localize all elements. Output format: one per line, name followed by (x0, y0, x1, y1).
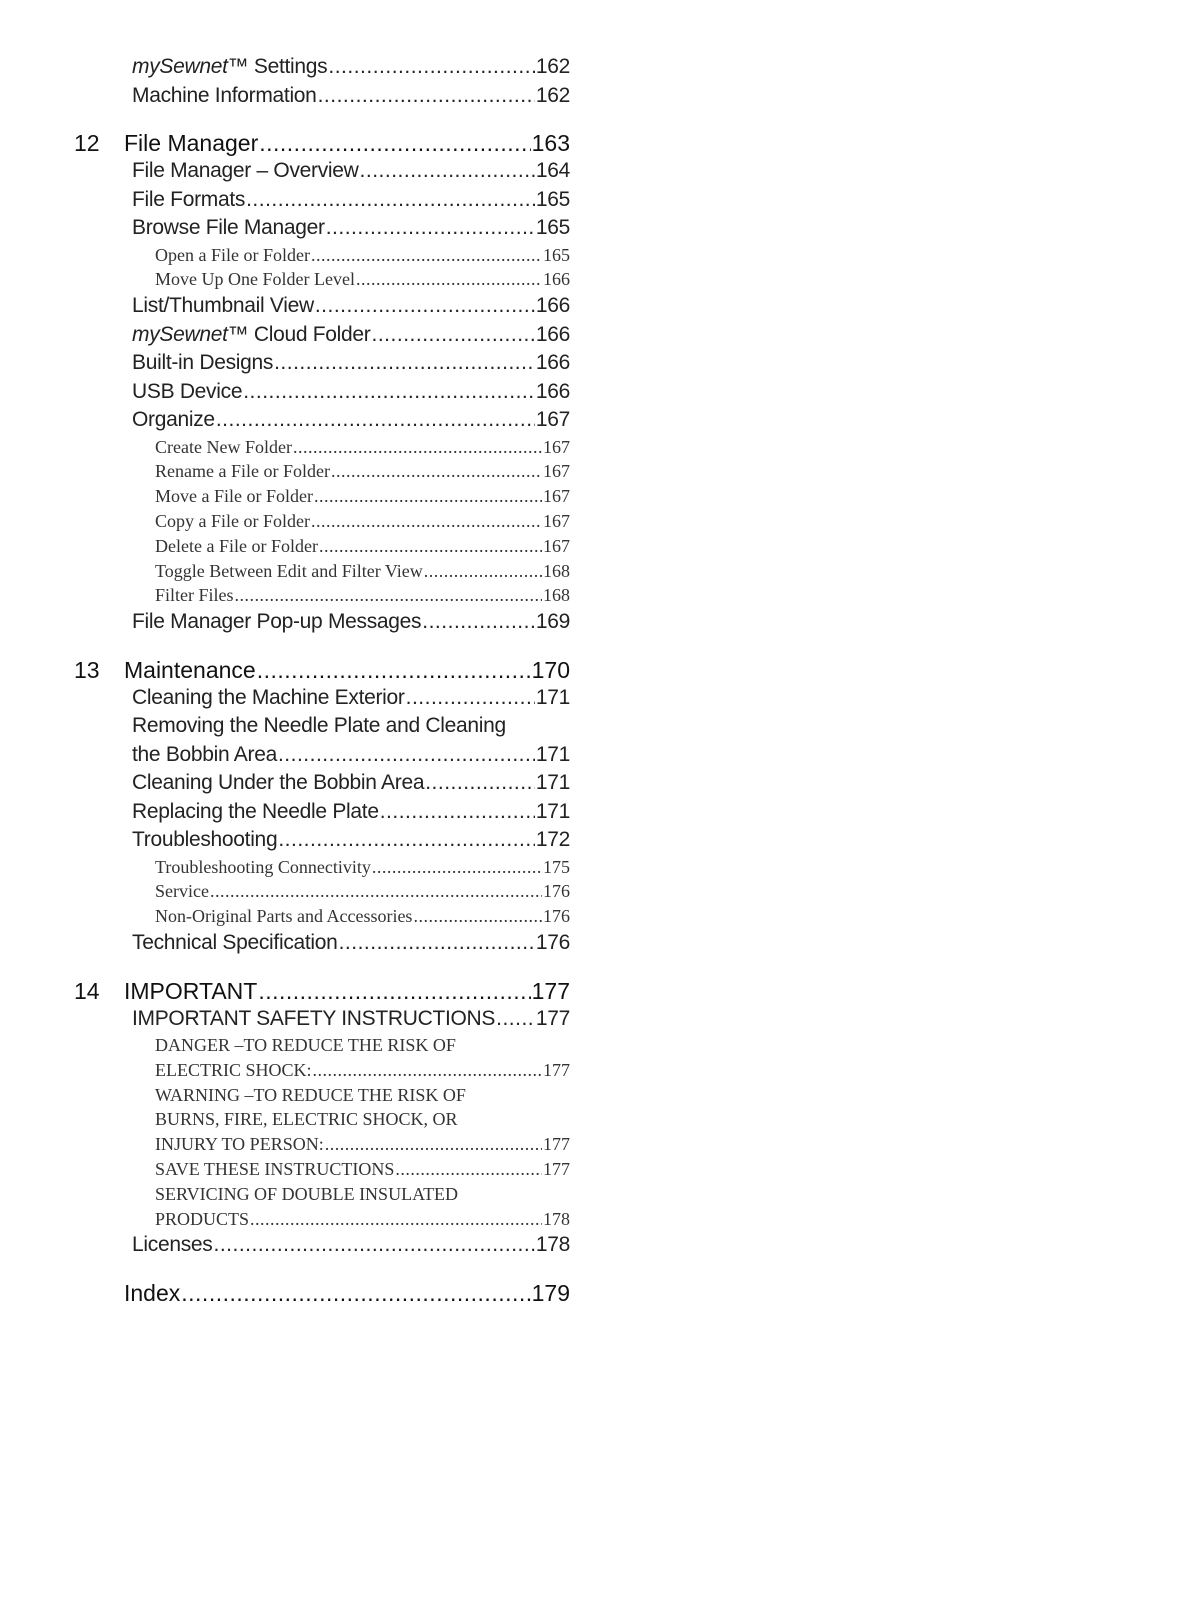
entry-title-text: Rename a File or Folder (155, 461, 330, 482)
entry-title-text: ™ Settings (227, 55, 328, 78)
page-number: 178 (543, 1208, 570, 1229)
entry-title-text: Copy a File or Folder (155, 510, 310, 531)
toc-entry[interactable] (0, 1157, 1200, 1182)
page-number: 168 (543, 585, 570, 606)
entry-line (155, 1058, 570, 1083)
entry-title-text: IMPORTANT (124, 977, 258, 1004)
entry-title (132, 684, 405, 713)
toc-chapter[interactable] (0, 1279, 1200, 1307)
page-number: 164 (535, 159, 570, 182)
entry-line (132, 82, 570, 111)
page-number: 167 (543, 461, 570, 482)
chapter-number: 13 (74, 656, 100, 683)
page-number: 167 (543, 486, 570, 507)
entry-title (132, 741, 277, 770)
toc-entry[interactable] (0, 1231, 1200, 1260)
entry-line (132, 349, 570, 378)
brand-name: mySewnet (132, 55, 228, 78)
entry-line (132, 53, 570, 82)
entry-line (155, 559, 570, 584)
entry-line (132, 321, 570, 350)
toc-entry[interactable] (0, 712, 1200, 769)
entry-title (155, 904, 412, 929)
entry-title-text: List/Thumbnail View (132, 294, 314, 318)
entry-title-text: PRODUCTS (155, 1208, 250, 1229)
entry-title (155, 583, 234, 608)
page-number: 163 (531, 130, 570, 156)
dot-leader (372, 855, 542, 880)
entry-line (132, 406, 570, 435)
dot-leader (413, 904, 542, 929)
entry-title-text: File Manager – Overview (132, 159, 359, 182)
entry-title-text: ™ Cloud Folder (227, 322, 371, 346)
page-number: 166 (543, 269, 570, 290)
page-number: 172 (535, 828, 570, 852)
entry-line (124, 1279, 570, 1307)
page-number: 168 (543, 560, 570, 581)
entry-title (132, 929, 338, 958)
entry-title-line: WARNING –TO REDUCE THE RISK OF (155, 1084, 466, 1105)
entry-line (132, 157, 570, 186)
entry-line (155, 267, 570, 292)
dot-leader (318, 82, 535, 111)
toc-entry[interactable] (0, 608, 1200, 637)
entry-title (132, 769, 424, 798)
entry-title-text: Licenses (132, 1233, 213, 1257)
dot-leader (311, 509, 542, 534)
toc-entry[interactable] (0, 349, 1200, 378)
dot-leader (278, 826, 535, 855)
page-number: 167 (543, 535, 570, 556)
entry-title (132, 53, 327, 82)
entry-line (132, 378, 570, 407)
toc-entry[interactable] (0, 378, 1200, 407)
entry-title-text: Delete a File or Folder (155, 535, 318, 556)
page-number: 179 (531, 1279, 570, 1306)
entry-title-text: Cleaning Under the Bobbin Area (132, 771, 425, 795)
entry-title-text: File Formats (132, 187, 246, 211)
entry-title-text: Troubleshooting (132, 828, 278, 852)
page-number: 170 (531, 656, 570, 683)
page-number: 165 (535, 187, 570, 211)
entry-line (155, 534, 570, 559)
toc-entry[interactable] (0, 459, 1200, 484)
dot-leader (278, 741, 535, 770)
page-number: 166 (535, 379, 570, 403)
entry-title (132, 321, 371, 350)
page-number: 162 (535, 55, 570, 78)
entry-title (132, 378, 242, 407)
toc-entry[interactable] (0, 82, 1200, 111)
toc-entry[interactable] (0, 186, 1200, 215)
page-number: 167 (535, 408, 570, 432)
entry-line (155, 583, 570, 608)
entry-title-text: Toggle Between Edit and Filter View (155, 560, 423, 581)
entry-line (155, 435, 570, 460)
entry-title-text: Troubleshooting Connectivity (155, 856, 371, 877)
entry-line (132, 214, 570, 243)
entry-line (155, 484, 570, 509)
dot-leader (235, 583, 542, 608)
entry-line (132, 741, 570, 770)
dot-leader (325, 1132, 542, 1157)
toc-entry[interactable] (0, 1182, 1200, 1232)
brand-name: mySewnet (132, 322, 228, 346)
entry-line (124, 656, 570, 684)
page-number: 176 (543, 906, 570, 927)
entry-line (132, 798, 570, 827)
toc-entry[interactable] (0, 769, 1200, 798)
toc-entry[interactable] (0, 243, 1200, 268)
toc-entry[interactable] (0, 157, 1200, 186)
dot-leader (319, 534, 542, 559)
toc-entry[interactable] (0, 534, 1200, 559)
page-number: 171 (535, 742, 570, 766)
entry-title-text: IMPORTANT SAFETY INSTRUCTIONS (132, 1006, 496, 1030)
dot-leader (213, 1231, 534, 1260)
page-number: 176 (543, 881, 570, 902)
entry-title (155, 267, 355, 292)
entry-title (155, 509, 310, 534)
page-number: 167 (543, 436, 570, 457)
toc-entry[interactable] (0, 321, 1200, 350)
toc-entry[interactable] (0, 929, 1200, 958)
page-number: 169 (535, 610, 570, 634)
page-number: 171 (535, 771, 570, 795)
entry-line (155, 1157, 570, 1182)
entry-title-text: Cleaning the Machine Exterior (132, 685, 405, 709)
page-number: 175 (543, 856, 570, 877)
toc-entry[interactable] (0, 559, 1200, 584)
chapter-number: 12 (74, 130, 100, 156)
entry-line (155, 243, 570, 268)
entry-title-line: DANGER –TO REDUCE THE RISK OF (155, 1035, 456, 1056)
dot-leader (257, 656, 531, 684)
entry-line (155, 879, 570, 904)
entry-title-text: Open a File or Folder (155, 244, 310, 265)
page-number: 171 (535, 685, 570, 709)
page-number: 177 (543, 1059, 570, 1080)
entry-title-text: File Manager Pop-up Messages (132, 610, 422, 634)
dot-leader (259, 129, 530, 157)
entry-title (155, 1058, 312, 1083)
entry-title-text: Filter Files (155, 585, 234, 606)
dot-leader (331, 459, 542, 484)
toc-entry[interactable] (0, 484, 1200, 509)
dot-leader (395, 1157, 542, 1182)
entry-line (155, 1132, 570, 1157)
dot-leader (293, 435, 542, 460)
entry-title (155, 879, 209, 904)
entry-title (132, 82, 317, 111)
dot-leader (216, 406, 535, 435)
page-number: 176 (535, 931, 570, 955)
entry-title (155, 855, 371, 880)
entry-title-line: SERVICING OF DOUBLE INSULATED (155, 1183, 459, 1204)
entry-title (132, 157, 359, 186)
entry-line (132, 826, 570, 855)
toc-entry[interactable] (0, 509, 1200, 534)
entry-title (132, 826, 277, 855)
entry-title (132, 1231, 212, 1260)
entry-title-text: Move a File or Folder (155, 486, 313, 507)
entry-title-text: USB Device (132, 379, 243, 403)
entry-line (124, 977, 570, 1005)
entry-line (132, 1005, 570, 1034)
dot-leader (313, 1058, 542, 1083)
page-number: 165 (543, 244, 570, 265)
dot-leader (274, 349, 535, 378)
entry-title-text: Browse File Manager (132, 216, 325, 239)
entry-title-text: Maintenance (124, 656, 256, 683)
entry-title-text: Non-Original Parts and Accessories (155, 906, 413, 927)
entry-title-text: Index (124, 1279, 181, 1306)
page-number: 177 (535, 1006, 570, 1030)
dot-leader (315, 292, 535, 321)
entry-title (124, 1279, 180, 1307)
entry-line (155, 1207, 570, 1232)
toc-entry[interactable] (0, 583, 1200, 608)
dot-leader (258, 977, 530, 1005)
toc-entry[interactable] (0, 292, 1200, 321)
entry-title (132, 292, 314, 321)
page-number: 162 (535, 83, 570, 107)
toc-chapter[interactable] (0, 129, 1200, 157)
dot-leader (425, 769, 535, 798)
entry-title-line: Removing the Needle Plate and Cleaning (132, 714, 506, 738)
entry-title (155, 484, 313, 509)
dot-leader (246, 186, 535, 215)
entry-title (132, 1005, 495, 1034)
toc-entry[interactable] (0, 826, 1200, 855)
dot-leader (243, 378, 535, 407)
entry-line (132, 684, 570, 713)
toc-entry[interactable] (0, 684, 1200, 713)
page-number: 165 (535, 216, 570, 239)
toc-entry[interactable] (0, 267, 1200, 292)
dot-leader (181, 1279, 530, 1307)
entry-title-text: Machine Information (132, 83, 317, 107)
entry-title-text: INJURY TO PERSON: (155, 1134, 324, 1155)
dot-leader (372, 321, 535, 350)
entry-title-line: BURNS, FIRE, ELECTRIC SHOCK, OR (155, 1109, 458, 1130)
entry-title-text: Built-in Designs (132, 351, 274, 375)
toc-entry[interactable] (0, 1083, 1200, 1157)
dot-leader (210, 879, 542, 904)
dot-leader (250, 1207, 542, 1232)
entry-title-text: Service (155, 881, 209, 902)
entry-title (155, 1207, 249, 1232)
toc-entry[interactable] (0, 53, 1200, 82)
entry-title (124, 977, 257, 1005)
entry-title (132, 186, 245, 215)
dot-leader (422, 608, 535, 637)
toc-entry[interactable] (0, 1033, 1200, 1083)
dot-leader (326, 214, 535, 243)
dot-leader (380, 798, 535, 827)
entry-title (155, 435, 292, 460)
dot-leader (314, 484, 542, 509)
entry-line (132, 292, 570, 321)
dot-leader (360, 157, 535, 186)
entry-title (132, 798, 379, 827)
entry-line (132, 769, 570, 798)
entry-title (155, 534, 318, 559)
entry-title-text: Create New Folder (155, 436, 292, 457)
entry-title (132, 608, 421, 637)
toc-entry[interactable] (0, 1005, 1200, 1034)
dot-leader (496, 1005, 535, 1034)
entry-line (124, 129, 570, 157)
entry-line (155, 509, 570, 534)
entry-title-text: File Manager (124, 130, 259, 156)
entry-title (155, 1157, 394, 1182)
page-number: 166 (535, 351, 570, 375)
entry-title (132, 214, 325, 243)
dot-leader (339, 929, 535, 958)
page-number: 166 (535, 322, 570, 346)
entry-line (132, 1231, 570, 1260)
page-number: 167 (543, 510, 570, 531)
page-number: 178 (535, 1233, 570, 1257)
chapter-number: 14 (74, 977, 100, 1004)
entry-title (155, 459, 330, 484)
page-number: 177 (531, 977, 570, 1004)
entry-title-text: Technical Specification (132, 931, 338, 955)
entry-line (132, 929, 570, 958)
dot-leader (311, 243, 542, 268)
dot-leader (356, 267, 542, 292)
entry-title (132, 349, 273, 378)
dot-leader (406, 684, 535, 713)
toc-entry[interactable] (0, 855, 1200, 880)
entry-title-text: ELECTRIC SHOCK: (155, 1059, 312, 1080)
toc-entry[interactable] (0, 214, 1200, 243)
table-of-contents (0, 53, 1200, 1307)
entry-title-text: SAVE THESE INSTRUCTIONS (155, 1159, 395, 1180)
toc-entry[interactable] (0, 406, 1200, 435)
entry-title-text: Move Up One Folder Level (155, 269, 355, 290)
entry-title (132, 406, 215, 435)
entry-line (155, 855, 570, 880)
toc-chapter[interactable] (0, 656, 1200, 684)
page-number: 166 (535, 294, 570, 318)
entry-title (124, 656, 256, 684)
page-number: 177 (543, 1134, 570, 1155)
toc-chapter[interactable] (0, 977, 1200, 1005)
toc-entry[interactable] (0, 904, 1200, 929)
entry-title (124, 129, 258, 157)
toc-entry[interactable] (0, 435, 1200, 460)
entry-title-text: the Bobbin Area (132, 742, 277, 766)
entry-line (132, 186, 570, 215)
entry-title (155, 1132, 324, 1157)
entry-line (155, 459, 570, 484)
page-number: 171 (535, 799, 570, 823)
toc-entry[interactable] (0, 798, 1200, 827)
entry-line (132, 608, 570, 637)
entry-title-text: Organize (132, 408, 215, 432)
entry-title (155, 559, 423, 584)
toc-entry[interactable] (0, 879, 1200, 904)
entry-line (155, 904, 570, 929)
entry-title (155, 243, 310, 268)
page-number: 177 (543, 1159, 570, 1180)
dot-leader (328, 53, 535, 82)
entry-title-text: Replacing the Needle Plate (132, 799, 379, 823)
dot-leader (424, 559, 542, 584)
